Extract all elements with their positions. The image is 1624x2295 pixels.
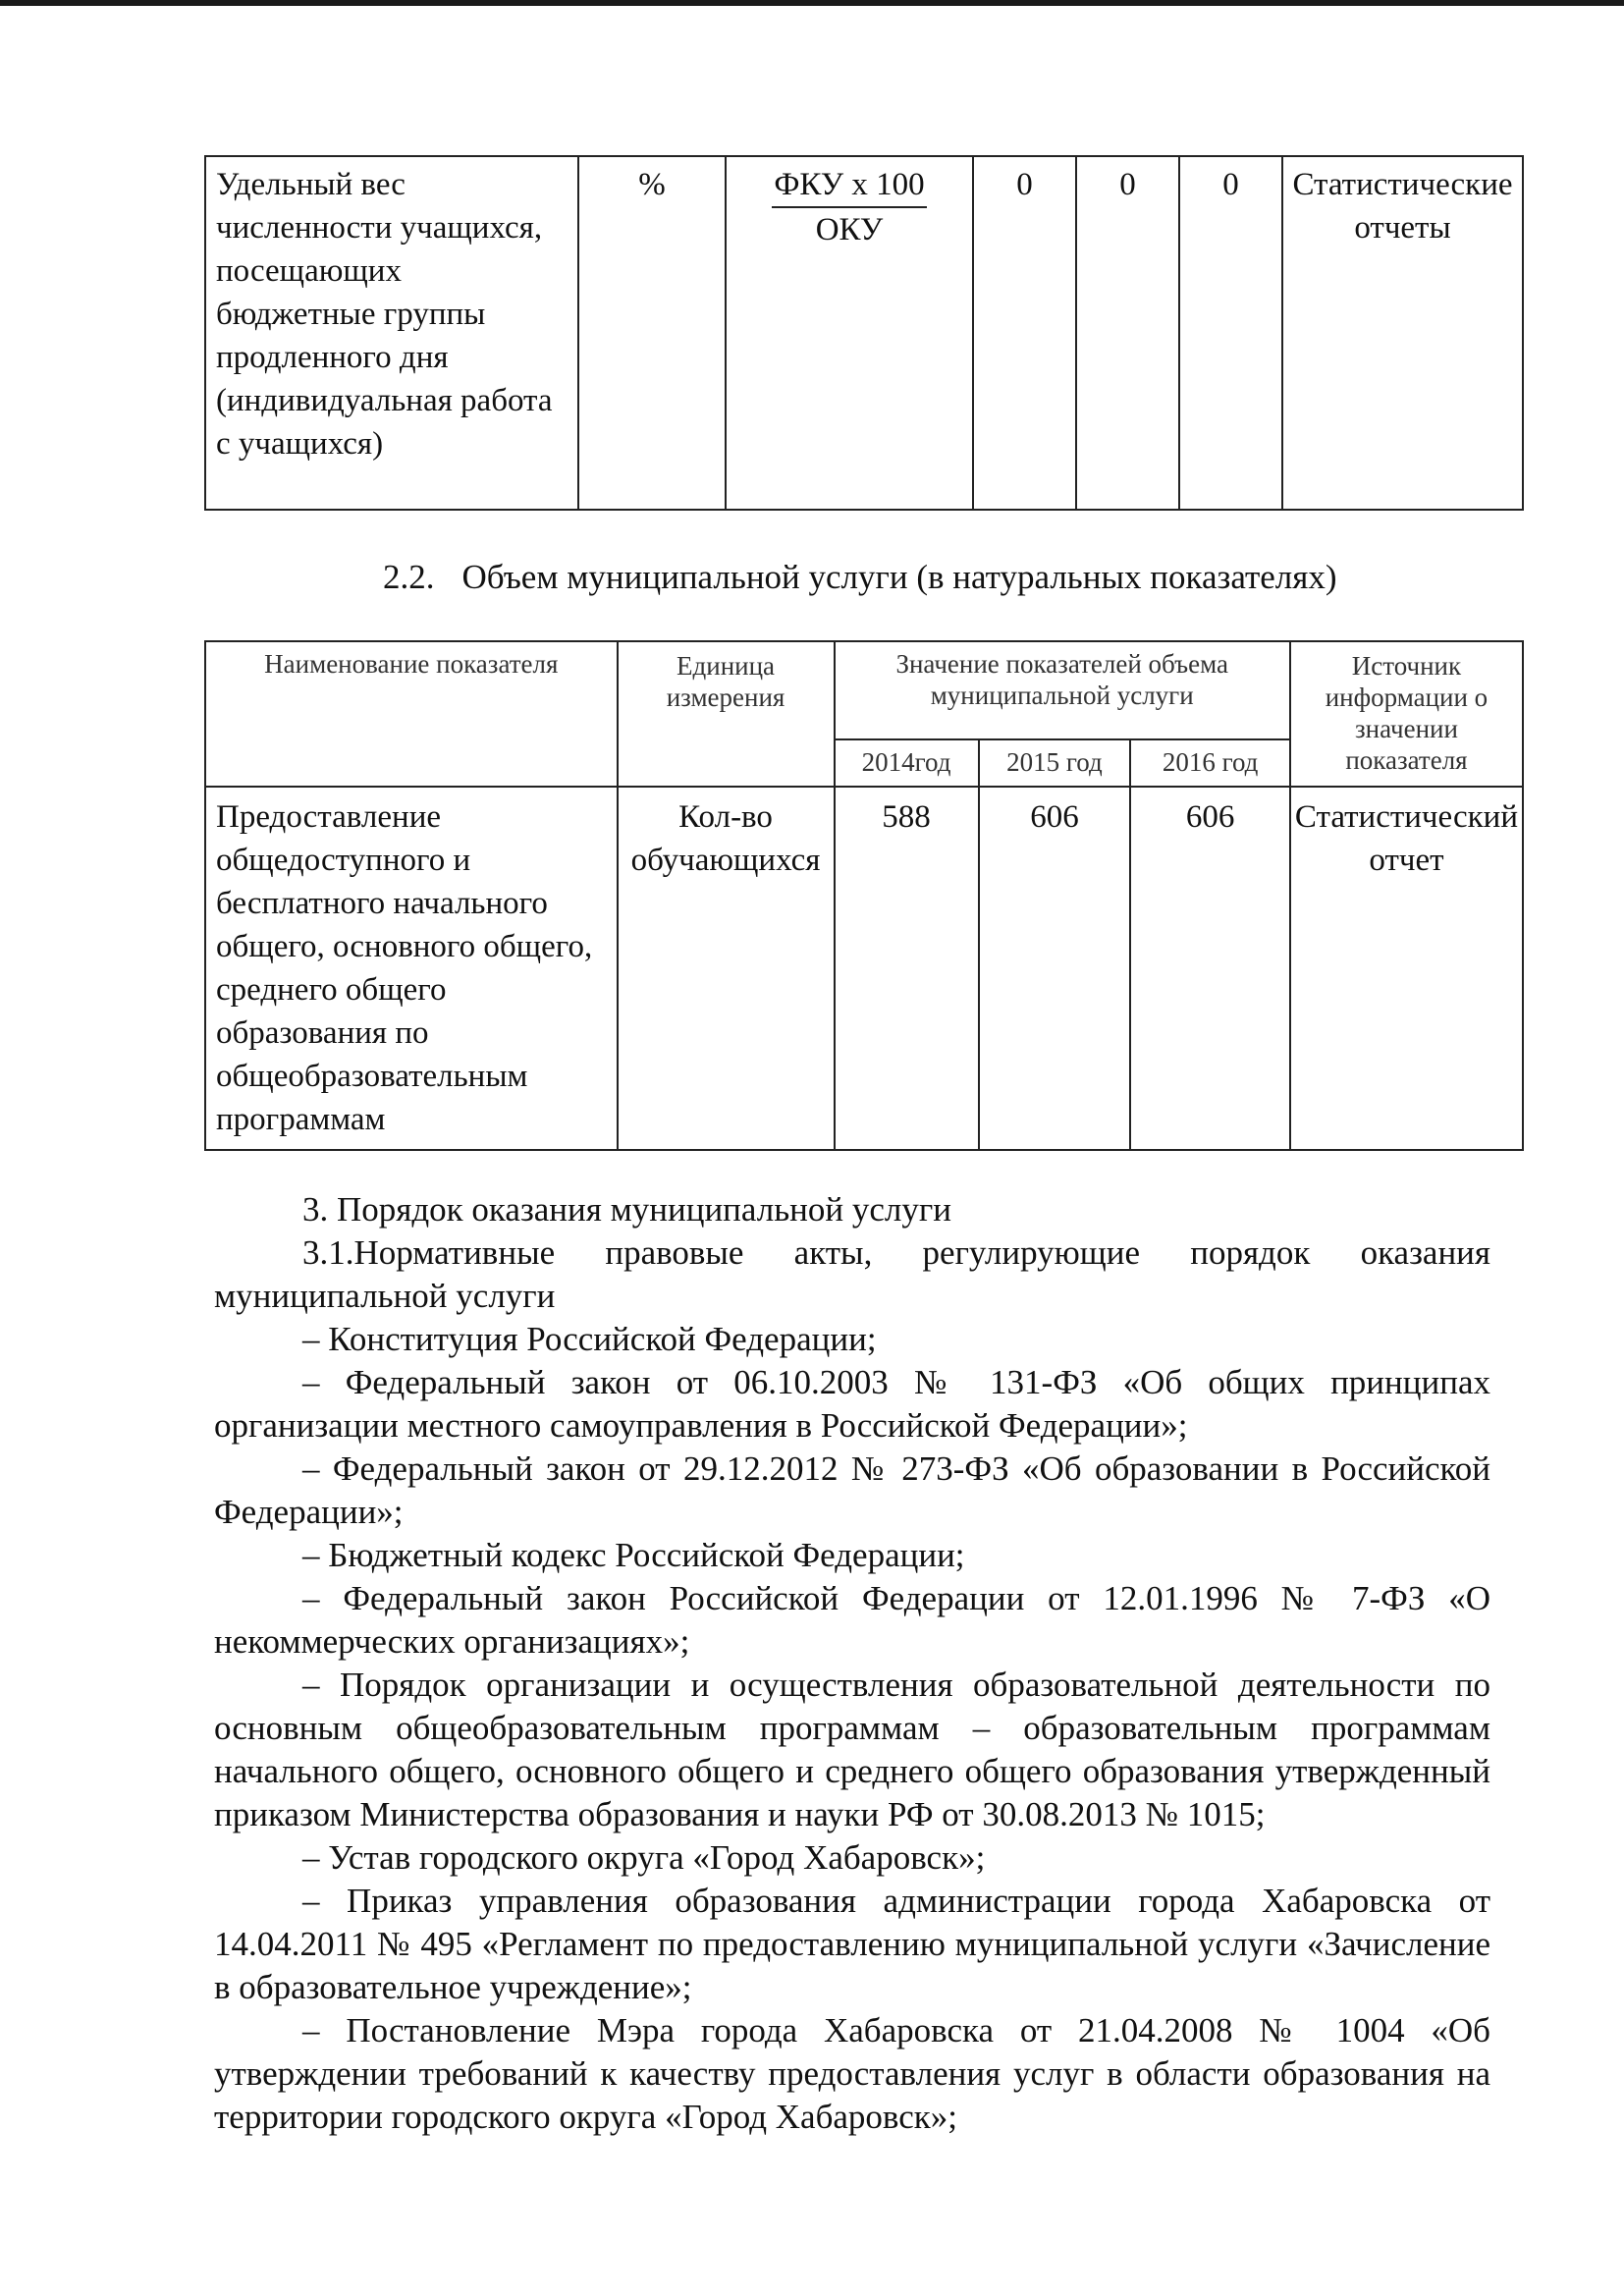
- service-source: Статистический отчет: [1290, 787, 1523, 1150]
- value-2014: 588: [835, 787, 979, 1150]
- service-unit: Кол-во обучающихся: [618, 787, 835, 1150]
- indicator-value-2: 0: [1076, 156, 1179, 510]
- list-item: – Порядок организации и осуществления образовательной деятельности по основным общеобразовательным программам – образовательным программам начального общего, основного общего и среднего общего образования утвержденный приказом Министерства образования и науки РФ от 30.08.2013 № 1015;: [214, 1666, 1490, 1833]
- list-item: – Федеральный закон от 29.12.2012 № 273-ФЗ «Об образовании в Российской Федерации»;: [214, 1449, 1490, 1531]
- formula-denominator: ОКУ: [815, 212, 884, 247]
- list-item: – Устав городского округа «Город Хабаровск»;: [302, 1838, 986, 1877]
- header-year-2016: 2016 год: [1130, 739, 1290, 787]
- header-year-2014: 2014год: [835, 739, 979, 787]
- table-row: [205, 156, 1523, 510]
- section-title: Объем муниципальной услуги (в натуральных показателях): [461, 558, 1337, 596]
- list-item: – Федеральный закон от 06.10.2003 № 131-ФЗ «Об общих принципах организации местного самоуправления в Российской Федерации»;: [214, 1363, 1490, 1445]
- list-item: – Постановление Мэра города Хабаровска от 21.04.2008 № 1004 «Об утверждении требований к качеству предоставления услуг в области образования на территории городского округа «Город Хабаровск»;: [214, 2011, 1490, 2136]
- section-number: 2.2.: [383, 558, 435, 596]
- scan-edge: [0, 0, 1624, 6]
- header-name: Наименование показателя: [205, 641, 618, 787]
- header-values-group: Значение показателей объема муниципальной услуги: [835, 641, 1290, 739]
- indicator-formula: [726, 156, 973, 510]
- indicator-source: Статистические отчеты: [1282, 156, 1523, 510]
- indicator-unit: %: [578, 156, 726, 510]
- header-source: Источник информации о значении показателя: [1290, 641, 1523, 787]
- value-2015: 606: [979, 787, 1131, 1150]
- list-item: – Конституция Российской Федерации;: [302, 1320, 877, 1358]
- indicator-table: [204, 155, 1524, 511]
- indicator-value-1: 0: [973, 156, 1076, 510]
- header-year-2015: 2015 год: [979, 739, 1131, 787]
- table-row: [205, 787, 1523, 1150]
- document-body: [214, 1188, 1490, 2139]
- indicator-name: Удельный вес численности учащихся, посещающих бюджетные группы продленного дня (индивидуальная работа с учащихся): [205, 156, 578, 510]
- formula-numerator: ФКУ х 100: [772, 163, 926, 208]
- value-2016: 606: [1130, 787, 1290, 1150]
- volume-table: [204, 640, 1524, 1151]
- service-name: Предоставление общедоступного и бесплатного начального общего, основного общего, среднего общего образования по общеобразовательным программам: [205, 787, 618, 1150]
- list-item: – Федеральный закон Российской Федерации от 12.01.1996 № 7-ФЗ «О некоммерческих организациях»;: [214, 1579, 1490, 1661]
- section-heading-2-2: [383, 558, 1337, 597]
- list-item: – Приказ управления образования администрации города Хабаровска от 14.04.2011 № 495 «Регламент по предоставлению муниципальной услуги «Зачисление в образовательное учреждение»;: [214, 1882, 1490, 2006]
- list-item: – Бюджетный кодекс Российской Федерации;: [302, 1536, 965, 1574]
- indicator-value-3: 0: [1179, 156, 1282, 510]
- table-header-row: [205, 641, 1523, 739]
- header-unit: Единица измерения: [618, 641, 835, 787]
- section-3-1-heading: 3.1.Нормативные правовые акты, регулирующие порядок оказания муниципальной услуги: [214, 1233, 1490, 1315]
- section-3-heading: 3. Порядок оказания муниципальной услуги: [302, 1190, 951, 1229]
